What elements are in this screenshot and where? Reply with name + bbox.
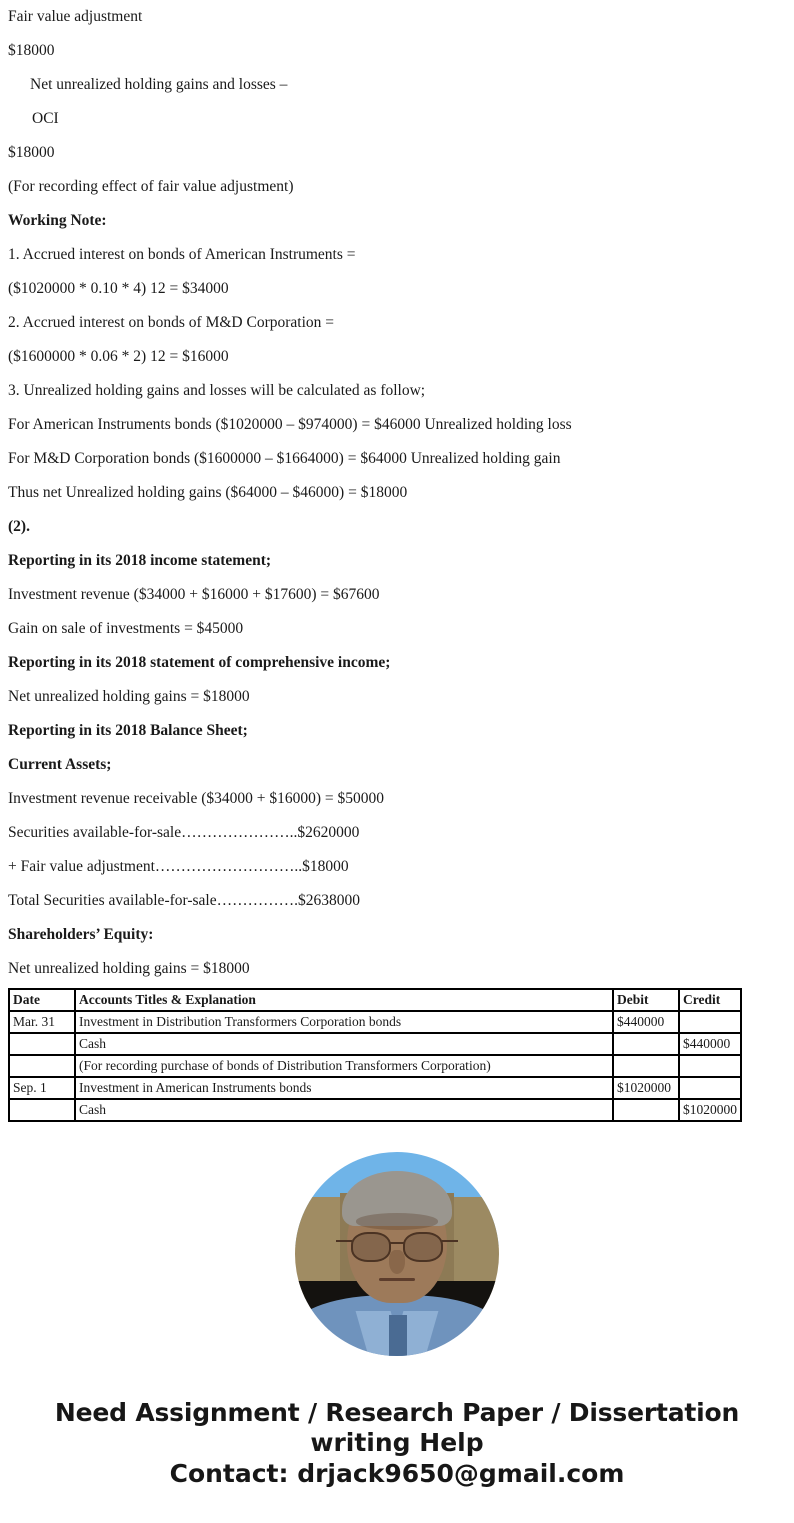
document-line: 2. Accrued interest on bonds of M&D Corporation = — [8, 314, 335, 331]
cell-debit: $440000 — [613, 1011, 679, 1033]
avatar — [295, 1152, 499, 1356]
document-line: Net unrealized holding gains = $18000 — [8, 688, 250, 705]
promo-headline-continued: writing Help — [310, 1428, 484, 1457]
document-line: Investment revenue receivable ($34000 + $16000) = $50000 — [8, 790, 385, 807]
table-row — [9, 1033, 741, 1055]
journal-entry-table — [8, 988, 742, 1122]
column-header-date: Date — [9, 989, 75, 1011]
document-line: OCI — [32, 110, 59, 127]
cell-credit — [679, 1055, 741, 1077]
cell-date: Mar. 31 — [9, 1011, 75, 1033]
document-line: Total Securities available-for-sale…………….$2638000 — [8, 892, 360, 909]
document-line: Working Note: — [8, 212, 107, 229]
document-line: ($1020000 * 0.10 * 4) 12 = $34000 — [8, 280, 229, 297]
document-line: $18000 — [8, 144, 55, 161]
document-line: 3. Unrealized holding gains and losses will be calculated as follow; — [8, 382, 426, 399]
cell-date — [9, 1055, 75, 1077]
promo-contact-email: Contact: drjack9650@gmail.com — [169, 1459, 625, 1488]
avatar-glasses-temple-right — [442, 1240, 458, 1243]
document-line: Fair value adjustment — [8, 8, 143, 25]
document-line: Reporting in its 2018 statement of comprehensive income; — [8, 654, 391, 671]
journal-table-container — [8, 988, 742, 1122]
promo-block — [0, 1398, 794, 1489]
promo-headline: Need Assignment / Research Paper / Dissertation — [54, 1398, 740, 1427]
table-header — [9, 989, 741, 1011]
document-line: Shareholders’ Equity: — [8, 926, 154, 943]
document-line: For American Instruments bonds ($1020000 – $974000) = $46000 Unrealized holding loss — [8, 416, 572, 433]
document-line: $18000 — [8, 42, 55, 59]
document-line: Investment revenue ($34000 + $16000 + $17600) = $67600 — [8, 586, 380, 603]
document-line: Gain on sale of investments = $45000 — [8, 620, 244, 637]
cell-date: Sep. 1 — [9, 1077, 75, 1099]
avatar-glasses-lens-left — [351, 1232, 391, 1263]
table-body — [9, 1011, 741, 1121]
cell-account: Investment in American Instruments bonds — [75, 1077, 613, 1099]
document-line: For M&D Corporation bonds ($1600000 – $1664000) = $64000 Unrealized holding gain — [8, 450, 561, 467]
cell-credit: $440000 — [679, 1033, 741, 1055]
document-line: Reporting in its 2018 Balance Sheet; — [8, 722, 248, 739]
cell-date — [9, 1033, 75, 1055]
document-line: 1. Accrued interest on bonds of American Instruments = — [8, 246, 356, 263]
cell-credit — [679, 1011, 741, 1033]
column-header-account: Accounts Titles & Explanation — [75, 989, 613, 1011]
cell-debit — [613, 1055, 679, 1077]
document-line: (For recording effect of fair value adjustment) — [8, 178, 294, 195]
document-line: (2). — [8, 518, 30, 535]
cell-debit — [613, 1033, 679, 1055]
avatar-glasses-temple-left — [336, 1240, 352, 1243]
table-row — [9, 1077, 741, 1099]
table-row — [9, 1099, 741, 1121]
avatar-placket — [389, 1315, 407, 1356]
table-row — [9, 1055, 741, 1077]
document-line: ($1600000 * 0.06 * 2) 12 = $16000 — [8, 348, 229, 365]
document-line: Current Assets; — [8, 756, 112, 773]
cell-account: (For recording purchase of bonds of Distribution Transformers Corporation) — [75, 1055, 613, 1077]
column-header-credit: Credit — [679, 989, 741, 1011]
cell-date — [9, 1099, 75, 1121]
cell-credit — [679, 1077, 741, 1099]
avatar-glasses-bridge — [390, 1242, 404, 1245]
column-header-debit: Debit — [613, 989, 679, 1011]
avatar-container — [295, 1152, 499, 1356]
cell-debit: $1020000 — [613, 1077, 679, 1099]
document-line: Net unrealized holding gains = $18000 — [8, 960, 250, 977]
cell-account: Investment in Distribution Transformers Corporation bonds — [75, 1011, 613, 1033]
cell-debit — [613, 1099, 679, 1121]
document-line: Net unrealized holding gains and losses – — [30, 76, 288, 93]
table-row — [9, 1011, 741, 1033]
avatar-mouth — [379, 1278, 416, 1281]
document-line: Securities available-for-sale…………………..$2620000 — [8, 824, 360, 841]
cell-account: Cash — [75, 1099, 613, 1121]
avatar-glasses-lens-right — [403, 1232, 443, 1263]
avatar-brow — [356, 1213, 438, 1229]
document-line: + Fair value adjustment………………………..$18000 — [8, 858, 349, 875]
document-line: Reporting in its 2018 income statement; — [8, 552, 272, 569]
document-line: Thus net Unrealized holding gains ($64000 – $46000) = $18000 — [8, 484, 408, 501]
table-header-row — [9, 989, 741, 1011]
cell-account: Cash — [75, 1033, 613, 1055]
cell-credit: $1020000 — [679, 1099, 741, 1121]
